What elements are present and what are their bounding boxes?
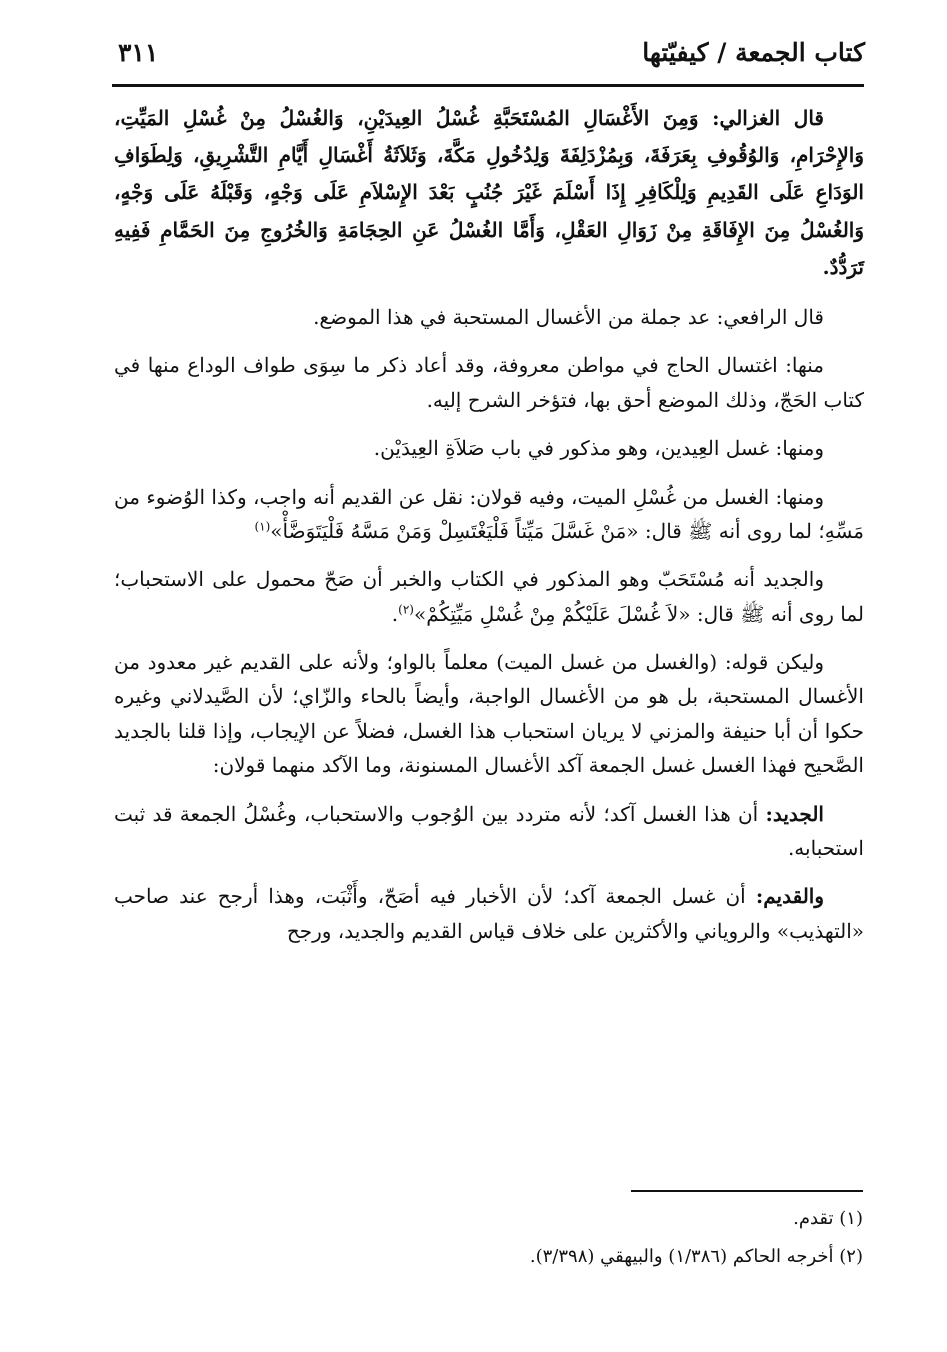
paragraph-text: أن هذا الغسل آكد؛ لأنه متردد بين الوُجوب والاستحباب، وغُسْلُ الجمعة قد ثبت استحبابه.: [114, 801, 864, 861]
paragraph-tail: .: [391, 601, 399, 626]
paragraph-text: قال الرافعي: عد جملة من الأغسال المستحبة في هذا الموضع.: [313, 304, 824, 329]
footnote-number: (١): [839, 1208, 863, 1229]
footnote-number: (٢): [839, 1246, 863, 1268]
footnote-item: [103, 1202, 863, 1236]
page-body: [114, 100, 864, 962]
footnote-text: تقدم.: [793, 1208, 834, 1229]
paragraph-qadim: [114, 879, 864, 948]
paragraph-text: ومنها: غسل العِيدين، وهو مذكور في باب صَلاَةِ العِيدَيْن.: [373, 436, 824, 461]
paragraph-text: منها: اغتسال الحاج في مواطن معروفة، وقد أعاد ذكر ما سِوَى طواف الوداع منها في كتاب الحَجّ، وذلك الموضع أحق بها، فتؤخر الشرح إليه.: [114, 353, 864, 412]
footnote-text: أخرجه الحاكم (١/٣٨٦) والبيهقي (٣/٣٩٨).: [529, 1246, 834, 1268]
paragraph-hajj-bath: [114, 348, 864, 417]
footnote-item: [103, 1240, 863, 1274]
paragraph-text: والجديد أنه مُسْتَحَبّ وهو المذكور في الكتاب والخبر أن صَحّ محمول على الاستحباب؛ لما روى أنه ﷺ قال: «لاَ غُسْلَ عَلَيْكُمْ مِنْ غُسْلِ مَيِّتِكُمْ»: [114, 567, 864, 626]
footnote-ref: (١): [254, 519, 271, 534]
paragraph-ghazali: [114, 100, 864, 286]
footnote-ref: (٢): [398, 602, 414, 617]
header-divider: [112, 84, 864, 87]
footnotes: [103, 1202, 863, 1278]
paragraph-jadid: [114, 797, 864, 866]
paragraph-eid-bath: [114, 431, 864, 465]
paragraph-text: وليكن قوله: (والغسل من غسل الميت) معلماً بالواو؛ ولأنه على القديم غير معدود من الأغسال المستحبة، بل هو من الأغسال الواجبة، وأيضاً بالحاء والزّاي؛ لأن الصَّيدلاني وغيره حكوا أن أبا حنيفة والمزني لا يريان استحباب هذا الغسل، فضلاً عن الإيجاب، وإذا قلنا بالجديد الصَّحيح فهذا الغسل غسل الجمعة آكد الأغسال المسنونة، وما الآكد منهما قولان:: [114, 650, 864, 778]
paragraph-washing-dead: [114, 480, 864, 549]
paragraph-commentary: [114, 645, 864, 783]
paragraph-rafii: [114, 300, 864, 334]
paragraph-text: ومنها: الغسل من غُسْلِ الميت، وفيه قولان: نقل عن القديم أنه واجب، وكذا الوُضوء من مَسِّهِ؛ لما روى أنه ﷺ قال: «مَنْ غَسَّلَ مَيِّتاً فَلْيَغْتَسِلْ وَمَنْ مَسَّهُ فَلْيَتَوَضَّأْ»: [114, 484, 864, 543]
page-number: ٣١١: [118, 38, 159, 67]
paragraph-new-opinion: [114, 562, 864, 631]
paragraph-lead: الجديد:: [765, 801, 824, 826]
running-title: كتاب الجمعة / كيفيّتها: [642, 38, 865, 67]
footnote-divider: [631, 1190, 863, 1192]
paragraph-text: قال الغزالي: وَمِنَ الأَغْسَالِ المُسْتَحَبَّةِ غُسْلُ العِيدَيْنِ، وَالغُسْلُ مِنْ غُسْلِ المَيِّتِ، وَالإِحْرَامِ، وَالوُقُوفِ بِعَرَفَةَ، وَبِمُزْدَلِفَةَ وَلِدُخُولِ مَكَّةَ، وَثَلاَثَةُ أَغْسَالِ أَيَّامِ التَّشْرِيقِ، وَلِطَوَافِ الوَدَاعِ عَلَى القَدِيمِ وَلِلْكَافِرِ إِذَا أَسْلَمَ غَيْرَ جُنُبٍ بَعْدَ الإِسْلاَمِ عَلَى وَجْهٍ، وَقَبْلَهُ عَلَى وَجْهٍ، وَالغُسْلُ مِنَ الإِفَاقَةِ مِنْ زَوَالِ العَقْلِ، وَأَمَّا الغُسْلُ عَنِ الحِجَامَةِ وَالخُرُوجِ مِنَ الحَمَّامِ فَفِيهِ تَرَدُّدٌ.: [114, 106, 864, 279]
page-header: [118, 34, 865, 78]
paragraph-text: أن غسل الجمعة آكد؛ لأن الأخبار فيه أصَحّ، وأَثْبَت، وهذا أرجح عند صاحب «التهذيب» والروياني والأكثرين على خلاف قياس القديم والجديد، ورجح: [114, 884, 864, 943]
paragraph-lead: والقديم:: [755, 884, 824, 909]
